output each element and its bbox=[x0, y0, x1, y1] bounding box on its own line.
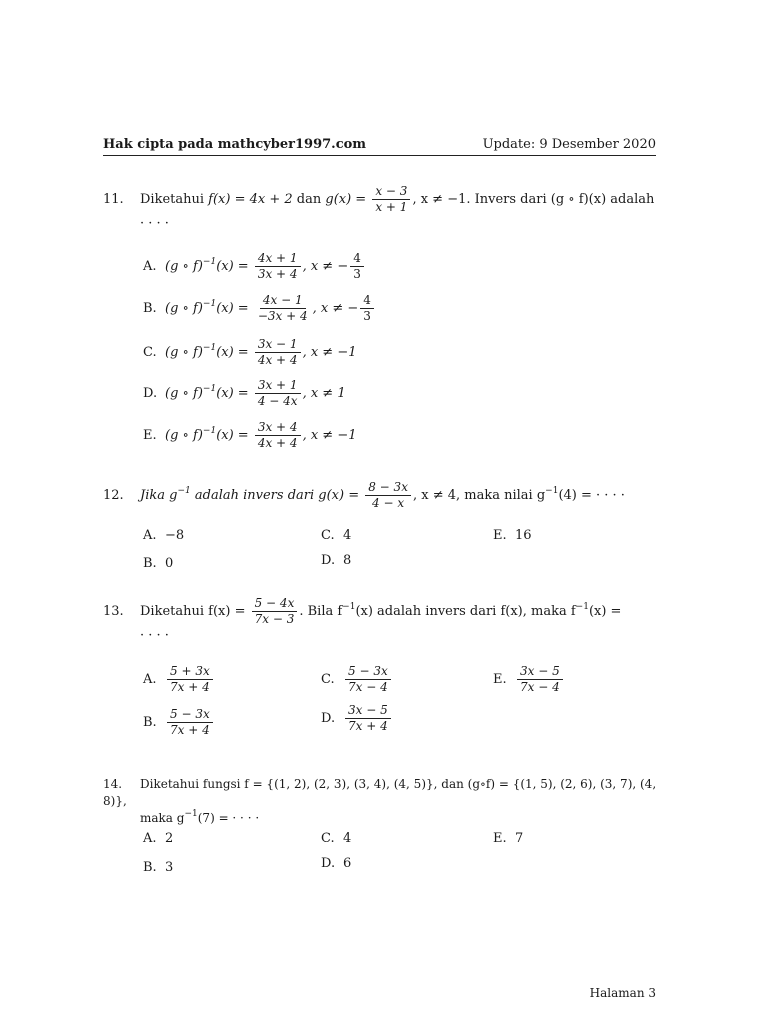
q12-option-a[interactable]: A. −8 bbox=[143, 528, 185, 543]
question-number: 14. bbox=[103, 777, 123, 791]
q13-option-b[interactable]: B. $\frac{5 - 3x}{7x + 4}$ bbox=[143, 707, 215, 738]
fraction: $\frac{8 - 3x}{4 - x}$ bbox=[365, 480, 411, 511]
fraction: $\frac{5 - 4x}{7x - 3}$ bbox=[252, 596, 298, 627]
q11-option-c[interactable]: C. (g ∘ f)$^{-1}$(x) = $\frac{3x - 1}{4x + 4}$ , x ≠ −1 bbox=[143, 337, 357, 367]
q13-option-a[interactable]: A. $\frac{5 + 3x}{7x + 4}$ bbox=[143, 664, 215, 695]
question-number: 13. bbox=[103, 604, 124, 619]
page-number: Halaman 3 bbox=[589, 986, 656, 1000]
q11-option-b[interactable]: B. (g ∘ f)$^{-1}$(x) = $\frac{4x - 1}{-3x + 4}$ , x ≠ − $\frac{4}{3}$ bbox=[143, 293, 376, 324]
question-12: 12. Jika $g^{-1}$ adalah invers dari g(x) = $\frac{8 - 3x}{4 - x}$ , x ≠ 4, maka nilai $g^{-1}(4)$ = · · · · bbox=[103, 480, 625, 510]
q14-option-a[interactable]: A. 2 bbox=[143, 831, 174, 846]
page-header bbox=[103, 137, 656, 156]
q14-option-c[interactable]: C. 4 bbox=[321, 831, 352, 846]
question-14: 14. Diketahui fungsi f = {(1, 2), (2, 3), (3, 4), (4, 5)}, dan (g∘f) = {(1, 5), (2, 6), (3, 7), (4, 8)}, maka $g^{-1}(7)$ = · · · · bbox=[103, 777, 657, 825]
q14-option-d[interactable]: D. 6 bbox=[321, 856, 352, 871]
q12-option-d[interactable]: D. 8 bbox=[321, 553, 352, 568]
question-number: 11. bbox=[103, 192, 124, 207]
q13-option-e[interactable]: E. $\frac{3x - 5}{7x - 4}$ bbox=[493, 664, 565, 695]
ellipsis: · · · · bbox=[140, 628, 169, 643]
header-copyright: Hak cipta pada mathcyber1997.com bbox=[103, 137, 367, 152]
q14-option-b[interactable]: B. 3 bbox=[143, 860, 174, 875]
q13-option-d[interactable]: D. $\frac{3x - 5}{7x + 4}$ bbox=[321, 703, 393, 734]
q12-option-e[interactable]: E. 16 bbox=[493, 528, 532, 543]
question-number: 12. bbox=[103, 488, 124, 503]
fraction: $\frac{x - 3}{x + 1}$ bbox=[372, 184, 410, 215]
q11-option-e[interactable]: E. (g ∘ f)$^{-1}$(x) = $\frac{3x + 4}{4x + 4}$ , x ≠ −1 bbox=[143, 420, 357, 450]
ellipsis: · · · · bbox=[140, 216, 169, 231]
question-11: 11. Diketahui f(x) = 4x + 2 dan g(x) = $\frac{x - 3}{x + 1}$ , x ≠ −1. Invers dari (g ∘ f)(x) adalah · · · · bbox=[103, 184, 663, 232]
header-update-date: Update: 9 Desember 2020 bbox=[482, 137, 656, 152]
q13-option-c[interactable]: C. $\frac{5 - 3x}{7x - 4}$ bbox=[321, 664, 393, 695]
q12-option-b[interactable]: B. 0 bbox=[143, 556, 174, 571]
question-13: 13. Diketahui f(x) = $\frac{5 - 4x}{7x - 3}$ . Bila $f^{-1}(x)$ adalah invers dari f(x), maka $f^{-1}(x)$ = · · · · bbox=[103, 596, 663, 644]
q11-option-d[interactable]: D. (g ∘ f)$^{-1}$(x) = $\frac{3x + 1}{4 - 4x}$ , x ≠ 1 bbox=[143, 378, 346, 408]
q14-option-e[interactable]: E. 7 bbox=[493, 831, 524, 846]
q11-option-a[interactable]: A. (g ∘ f)$^{-1}$(x) = $\frac{4x + 1}{3x + 4}$ , x ≠ − $\frac{4}{3}$ bbox=[143, 251, 366, 282]
q12-option-c[interactable]: C. 4 bbox=[321, 528, 352, 543]
